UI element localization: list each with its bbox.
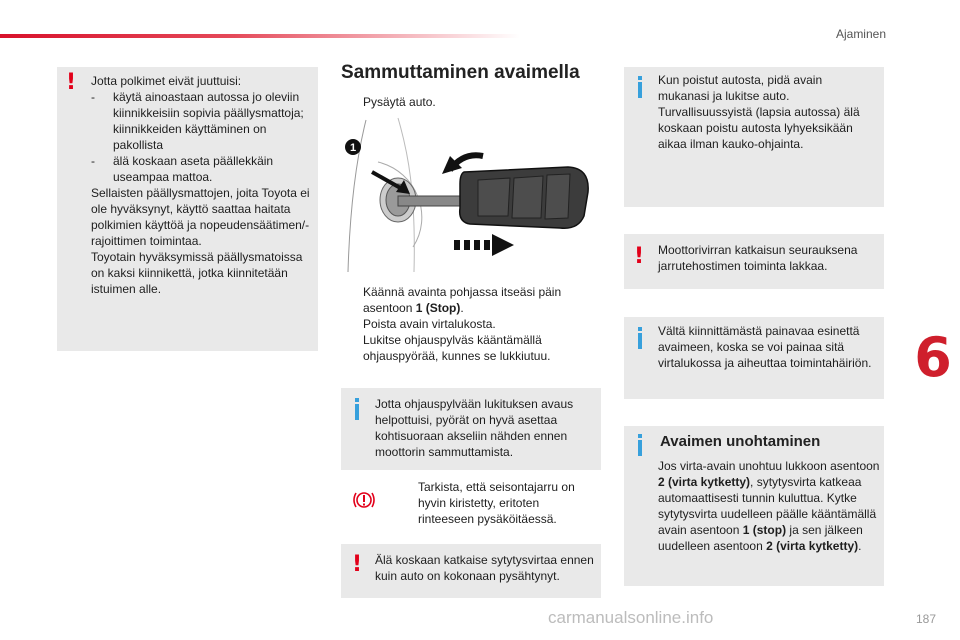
key-ignition-diagram bbox=[338, 112, 598, 272]
chapter-number: 6 bbox=[914, 326, 952, 389]
info-icon bbox=[355, 404, 359, 420]
steering-info-text: Jotta ohjauspylvään lukituksen avaus helpottuisi, pyörät on hyvä asettaa kohtisuoraan akseliin nähden ennen moottorin sammuttamista. bbox=[375, 397, 574, 459]
forgotten-key-text-part: . bbox=[858, 539, 862, 553]
watermark: carmanualsonline.info bbox=[548, 608, 714, 627]
list-item: Käännä avainta pohjassa itseäsi päin asentoon 1 (Stop). bbox=[363, 285, 562, 315]
ignition-warning-text: Älä koskaan katkaise sytytysvirtaa ennen kuin auto on kokonaan pysähtynyt. bbox=[375, 553, 594, 583]
page-title: Sammuttaminen avaimella bbox=[341, 62, 580, 83]
list-item: - älä koskaan aseta päällekkäin useampaa mattoa. bbox=[91, 154, 274, 184]
parking-brake-warning-icon bbox=[352, 488, 376, 512]
forgotten-key-text-part: Jos virta-avain unohtuu lukkoon asentoon bbox=[658, 459, 880, 473]
section-title: Ajaminen bbox=[835, 27, 886, 41]
chapter-tab bbox=[905, 328, 960, 388]
pedal-warning-para: Sellaisten päällysmattojen, joita Toyota ei ole hyväksynyt, käyttö saattaa haitata polkimien käyttöä ja nopeudensäätimen/-rajoittimen toimintaa. bbox=[91, 186, 310, 248]
list-item: - käytä ainoastaan autossa jo oleviin kiinnikkeisiin sopivia päällysmattoja; kiinnikkeiden käyttäminen on pakollista bbox=[91, 90, 304, 152]
brake-booster-warning-text: Moottorivirran katkaisun seurauksena jarrutehostimen toiminta lakkaa. bbox=[658, 243, 858, 273]
list-item: Lukitse ohjauspylväs kääntämällä ohjauspyörää, kunnes se lukkiutuu. bbox=[363, 333, 551, 363]
page-number: 187 bbox=[915, 612, 936, 626]
info-icon bbox=[638, 440, 642, 456]
shutdown-steps bbox=[341, 284, 591, 364]
forgotten-key-text-part: , sytytysvirta katkeaa automaattisesti tunnin kuluttua. Kytke sytytysvirta uudelleen päälle kääntämällä avain asentoon bbox=[658, 475, 877, 537]
pedal-warning-intro: Jotta polkimet eivät juuttuisi: bbox=[91, 74, 242, 88]
info-icon bbox=[638, 333, 642, 349]
diagram-callout-label: 1 bbox=[349, 142, 357, 154]
step-stop-car: Pysäytä auto. bbox=[363, 95, 436, 109]
forgotten-key-text-part: ja sen jälkeen uudelleen asentoon bbox=[658, 523, 863, 553]
pedal-warning-para: Toyotain hyväksymissä päällysmatoissa on kaksi kiinnikettä, jotka kiinnitetään istuimen alle. bbox=[91, 250, 303, 296]
leave-car-info-text: Kun poistut autosta, pidä avain mukanasi ja lukitse auto. Turvallisuussyistä (lapsia autossa) älä koskaan poistu autosta lyhyeksikään aikaa ilman kauko-ohjainta. bbox=[658, 73, 860, 151]
key-position-label: 2 (virta kytketty) bbox=[658, 475, 751, 489]
forgotten-key-title: Avaimen unohtaminen bbox=[660, 433, 821, 450]
info-icon bbox=[638, 82, 642, 98]
list-item: Poista avain virtalukosta. bbox=[363, 317, 496, 331]
key-position-label: 1 (stop) bbox=[742, 523, 787, 537]
warning-icon: ! bbox=[352, 552, 363, 577]
warning-icon: ! bbox=[66, 70, 77, 95]
key-position-label: 2 (virta kytketty) bbox=[766, 539, 859, 553]
heavy-object-info-text: Vältä kiinnittämästä painavaa esinettä avaimeen, koska se voi painaa sitä virtalukossa ja aiheuttaa toimintahäiriön. bbox=[658, 324, 872, 370]
pedal-warning-text bbox=[91, 73, 313, 297]
forgotten-key-text bbox=[658, 458, 880, 554]
warning-icon: ! bbox=[634, 244, 645, 269]
header-accent-bar bbox=[0, 34, 520, 38]
parking-brake-check: Tarkista, että seisontajarru on hyvin kiristetty, eritoten rinteeseen pysäköitäessä. bbox=[418, 480, 575, 526]
